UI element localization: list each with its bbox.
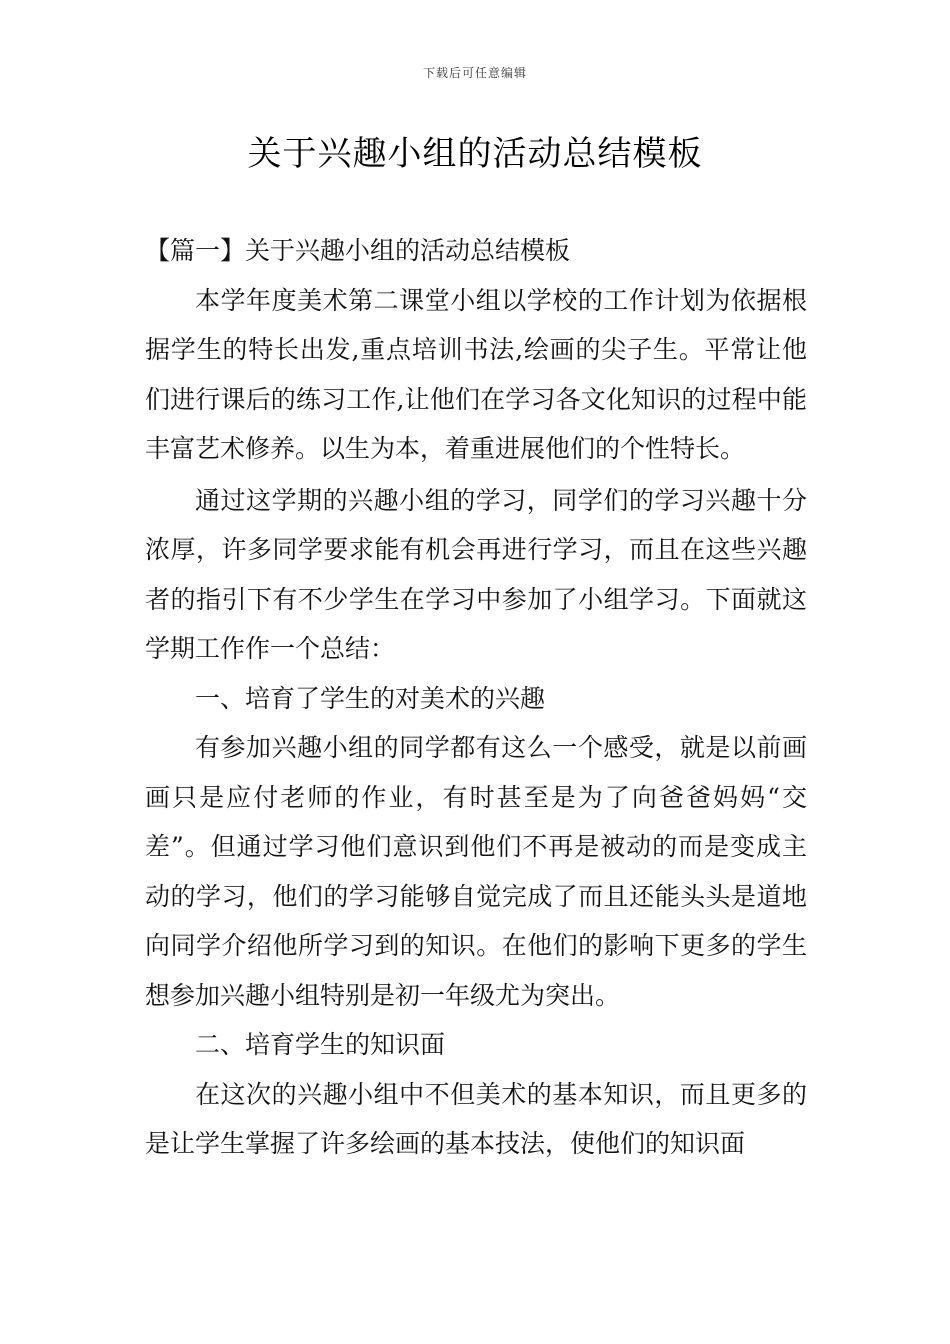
page-header: 下载后可任意编辑: [422, 66, 527, 80]
subheading: 一、培育了学生的对美术的兴趣: [195, 683, 546, 713]
subheading: 二、培育学生的知识面: [195, 1030, 446, 1059]
paragraph: 在这次的兴趣小组中不但美术的基本知识，而且更多的是让学生掌握了许多绘画的基本技法，使他们的知识面: [145, 1079, 807, 1158]
document-title: 关于兴趣小组的活动总结模板: [247, 134, 703, 174]
paragraph: 有参加兴趣小组的同学都有这么一个感受，就是以前画画只是应付老师的作业，有时甚至是为了向爸爸妈妈“交差”。但通过学习他们意识到他们不再是被动的而是变成主动的学习，他们的学习能够自觉完成了而且还能头头是道地向同学介绍他所学习到的知识。在他们的影响下更多的学生想参加兴趣小组特别是初一年级尤为突出。: [145, 733, 807, 1010]
paragraph: 本学年度美术第二课堂小组以学校的工作计划为依据根据学生的特长出发,重点培训书法,绘画的尖子生。平常让他们进行课后的练习工作,让他们在学习各文化知识的过程中能丰富艺术修养。以生为本，着重进展他们的个性特长。: [145, 285, 807, 463]
document-body: [145, 226, 807, 1169]
paragraph: 通过这学期的兴趣小组的学习，同学们的学习兴趣十分浓厚，许多同学要求能有机会再进行学习，而且在这些兴趣者的指引下有不少学生在学习中参加了小组学习。下面就这学期工作作一个总结：: [145, 485, 807, 663]
section-heading: 【篇一】关于兴趣小组的活动总结模板: [145, 236, 571, 265]
